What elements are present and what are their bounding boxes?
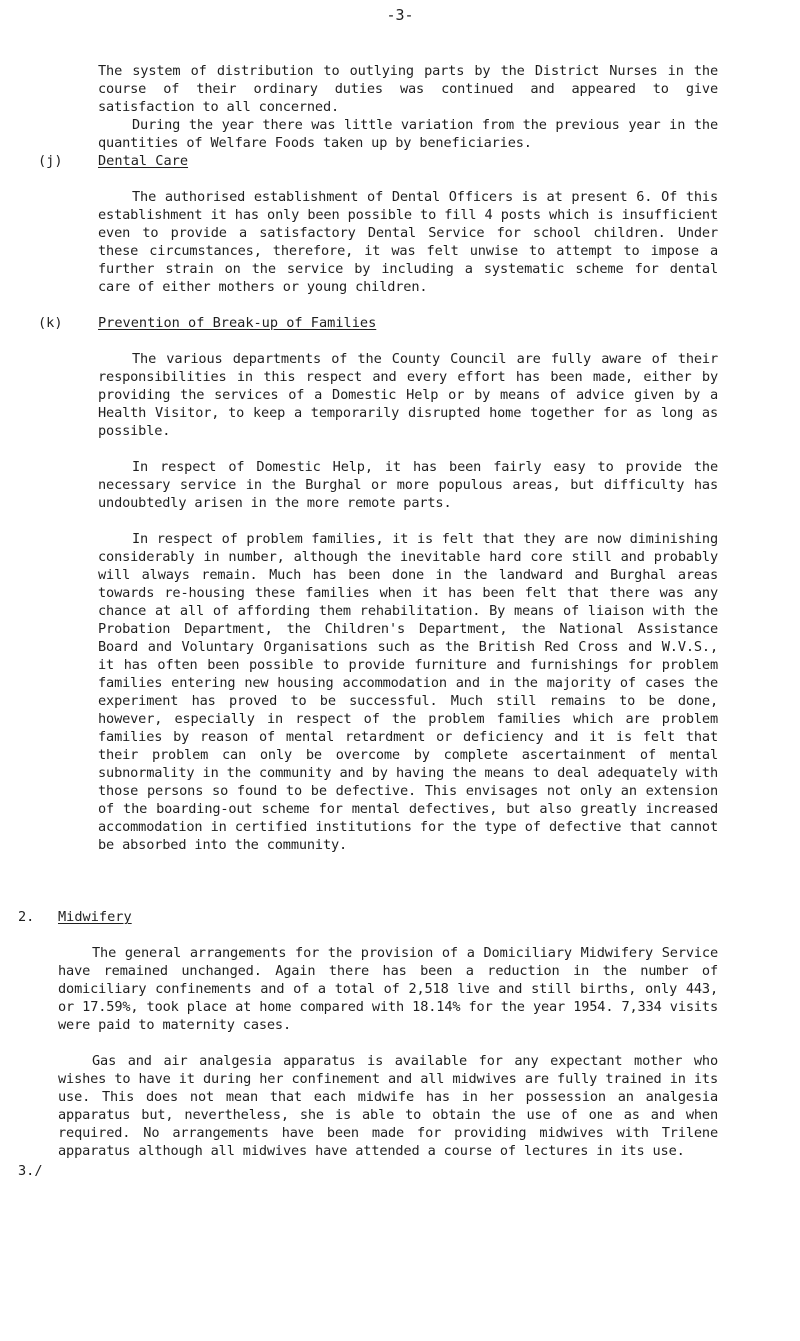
page-number: -3-: [386, 6, 414, 24]
paragraph-domestic-help: In respect of Domestic Help, it has been fairly easy to provide the necessary service in the Burghal or more populous areas, but difficulty has undoubtedly arisen in the more remote parts.: [98, 459, 718, 511]
section-label-k: (k): [38, 315, 63, 331]
section-label-j: (j): [38, 153, 63, 169]
heading-prevention-of-break-up: Prevention of Break-up of Families: [98, 315, 377, 331]
paragraph-midwifery-service: The general arrangements for the provision of a Domiciliary Midwifery Service have remained unchanged. Again there has been a reduction in the number of domiciliary confinements and of a total of 2,518 live and still births, only 443, or 17.59%, took place at home compared with 18.14% for the year 1954. 7,334 visits were paid to maternity cases.: [58, 945, 718, 1033]
paragraph-dental-care: The authorised establishment of Dental Officers is at present 6. Of this establishment it has only been possible to fill 4 posts which is insufficient even to provide a satisfactory Dental Service for school children. Under these circumstances, therefore, it was felt unwise to attempt to impose a further strain on the service by including a systematic scheme for dental care of either mothers or young children.: [98, 189, 718, 295]
paragraph-county-council: The various departments of the County Council are fully aware of their responsibilities in this respect and every effort has been made, either by providing the services of a Domestic Help or by means of advice given by a Health Visitor, to keep a temporarily disrupted home together for as long as possible.: [98, 351, 718, 439]
continuation-marker: 3./: [18, 1163, 43, 1179]
paragraph-analgesia: Gas and air analgesia apparatus is available for any expectant mother who wishes to have it during her confinement and all midwives are fully trained in its use. This does not mean that each midwife has in her possession an analgesia apparatus but, nevertheless, she is able to obtain the use of one as and when required. No arrangements have been made for providing midwives with Trilene apparatus although all midwives have attended a course of lectures in its use.: [58, 1053, 718, 1159]
paragraph-distribution: The system of distribution to outlying parts by the District Nurses in the course of their ordinary duties was continued and appeared to give satisfaction to all concerned.: [98, 63, 718, 115]
heading-midwifery: Midwifery: [58, 909, 132, 925]
heading-dental-care: Dental Care: [98, 153, 189, 169]
section-label-2: 2.: [18, 909, 35, 925]
paragraph-welfare-foods: During the year there was little variation from the previous year in the quantities of Welfare Foods taken up by beneficiaries.: [98, 117, 718, 151]
paragraph-problem-families: In respect of problem families, it is felt that they are now diminishing considerably in number, although the inevitable hard core still and probably will always remain. Much has been done in the landward and Burghal areas towards re-housing these families when it has been felt that there was any chance at all of affording them rehabilitation. By means of liaison with the Probation Department, the Children's Department, the National Assistance Board and Voluntary Organisations such as the British Red Cross and W.V.S., it has often been possible to provide furniture and furnishings for problem families entering new housing accommodation and in the majority of cases the experiment has proved to be successful. Much still remains to be done, however, especially in respect of the problem families which are problem families by reason of mental retardment or deficiency and it is felt that their problem can only be overcome by complete ascertainment of mental subnormality in the community and by having the means to deal adequately with those persons so found to be defective. This envisages not only an extension of the boarding-out scheme for mental defectives, but also greatly increased accommodation in certified institutions for the type of defective that cannot be absorbed into the community.: [98, 531, 718, 853]
